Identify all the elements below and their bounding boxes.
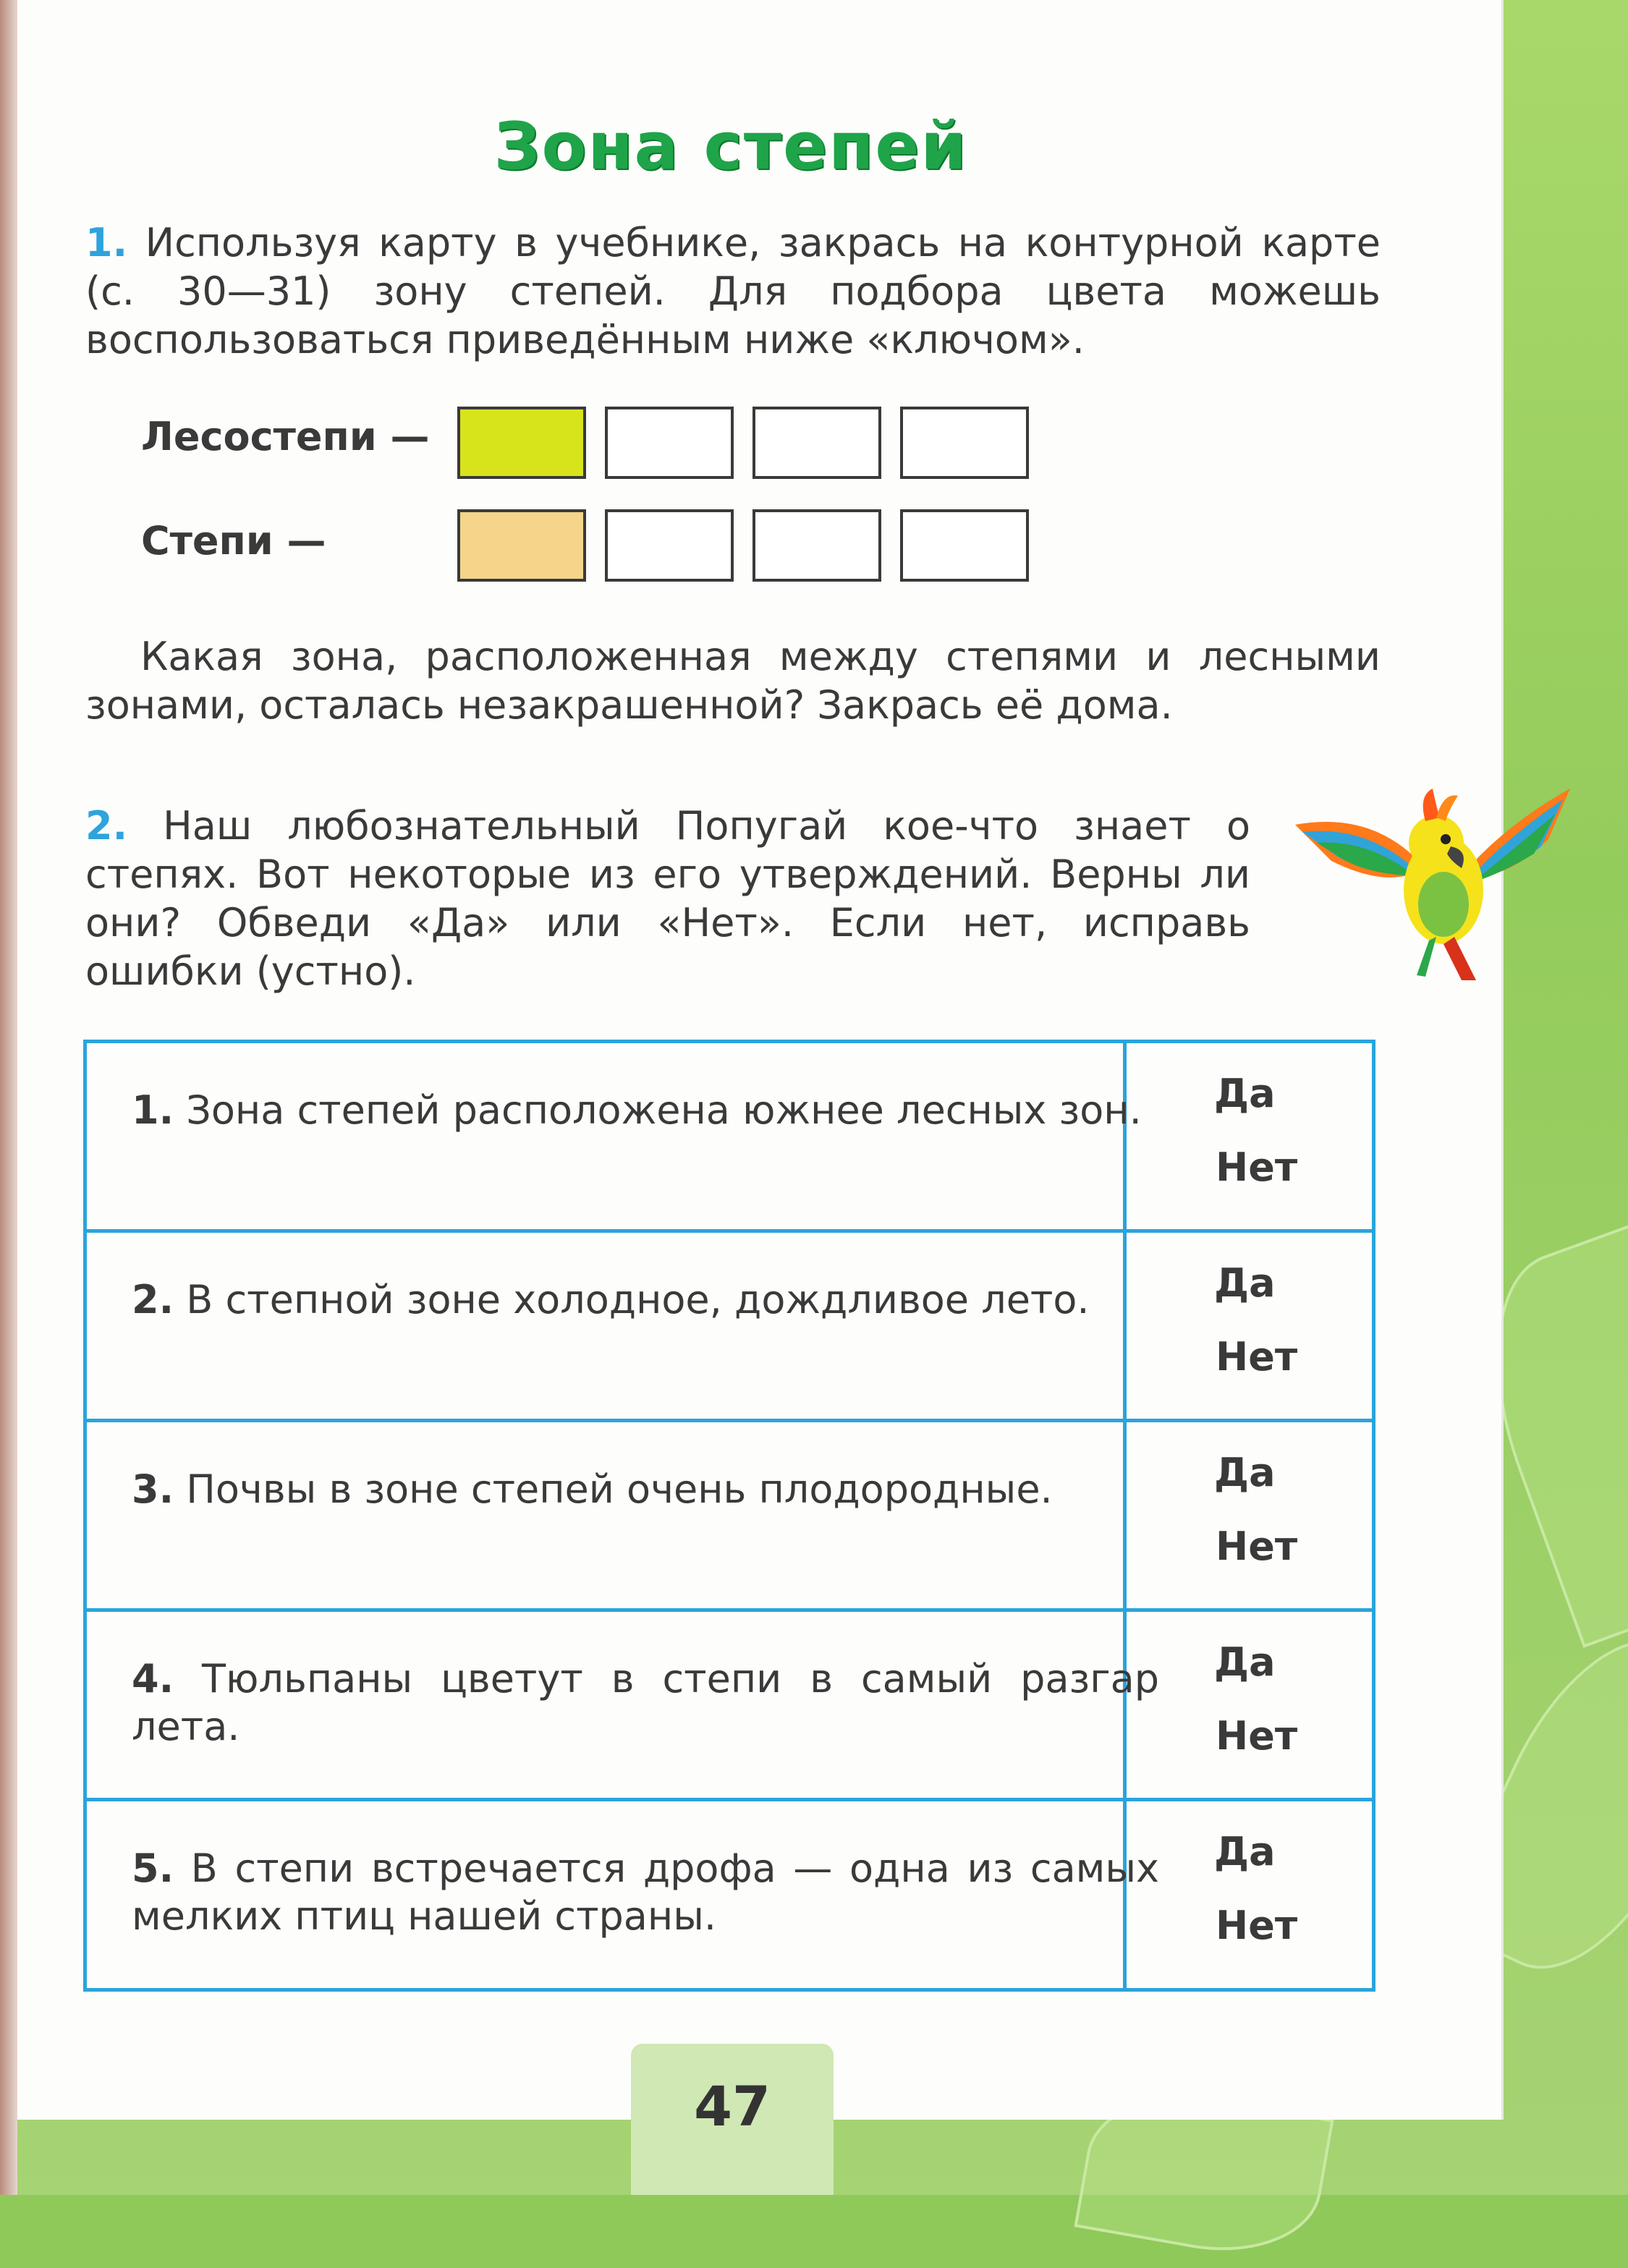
statements-table: [83, 1040, 1375, 1992]
statement-number: 5.: [132, 1846, 174, 1891]
answer-yes[interactable]: Да: [1214, 1829, 1276, 1874]
color-key-cell[interactable]: [900, 407, 1029, 479]
task2-instruction: [85, 802, 1250, 995]
color-key-swatch-forest-steppe: [457, 407, 586, 479]
answer-no[interactable]: Нет: [1216, 1713, 1298, 1759]
answer-no[interactable]: Нет: [1216, 1334, 1298, 1380]
answer-no[interactable]: Нет: [1216, 1903, 1298, 1948]
task2-number: 2.: [85, 803, 128, 849]
statement-number: 1.: [132, 1087, 174, 1133]
statement-number: 2.: [132, 1277, 174, 1322]
color-key-cell[interactable]: [605, 407, 734, 479]
answer-no[interactable]: Нет: [1216, 1524, 1298, 1569]
task2-text: Наш любознательный Попугай кое-что знает о степях. Вот некоторые из его утверждений. Верны ли они? Обведи «Да» или «Нет». Если нет, исправь ошибки (устно).: [85, 803, 1250, 994]
color-key-cell[interactable]: [752, 509, 881, 582]
key-label-steppe: Степи —: [141, 518, 326, 564]
answer-no[interactable]: Нет: [1216, 1144, 1298, 1190]
page-title: Зона степей: [493, 109, 968, 184]
statement-body: Почвы в зоне степей очень плодородные.: [186, 1466, 1053, 1512]
task1-question: Какая зона, расположенная между степями и лесными зонами, осталась незакрашенной? Закрась её дома.: [85, 634, 1381, 728]
statement-text: [132, 1845, 1159, 1940]
color-key-cell[interactable]: [752, 407, 881, 479]
page-edge: [0, 0, 17, 2195]
task1-text: Используя карту в учебнике, закрась на контурной карте (с. 30—31) зону степей. Для подбора цвета можешь воспользоваться приведённым ниже «ключом».: [85, 220, 1381, 362]
statement-text: [132, 1276, 1159, 1324]
answer-yes[interactable]: Да: [1214, 1071, 1276, 1116]
page-number: 47: [694, 2074, 771, 2139]
task1-number: 1.: [85, 220, 128, 266]
page-number-tab: [631, 2044, 834, 2195]
statement-text: [132, 1466, 1159, 1513]
color-key-cell[interactable]: [900, 509, 1029, 582]
statement-number: 3.: [132, 1466, 174, 1512]
statement-text: [132, 1087, 1159, 1134]
answer-yes[interactable]: Да: [1214, 1639, 1276, 1685]
statement-number: 4.: [132, 1656, 174, 1702]
statement-body: Тюльпаны цветут в степи в самый разгар лета.: [132, 1656, 1159, 1749]
table-row: [87, 1233, 1372, 1422]
table-row: [87, 1801, 1372, 1988]
statement-body: В степной зоне холодное, дождливое лето.: [186, 1277, 1090, 1322]
statement-text: [132, 1655, 1159, 1751]
answer-yes[interactable]: Да: [1214, 1260, 1276, 1306]
table-row: [87, 1422, 1372, 1612]
color-key-cell[interactable]: [605, 509, 734, 582]
statement-body: Зона степей расположена южнее лесных зон.: [186, 1087, 1142, 1133]
key-label-forest-steppe: Лесостепи —: [141, 414, 430, 459]
answer-yes[interactable]: Да: [1214, 1450, 1276, 1495]
statement-body: В степи встречается дрофа — одна из самых мелких птиц нашей страны.: [132, 1846, 1160, 1939]
parrot-illustration: [1288, 781, 1577, 984]
table-row: [87, 1043, 1372, 1233]
color-key-swatch-steppe: [457, 509, 586, 582]
task1-instruction: [85, 218, 1381, 364]
table-row: [87, 1612, 1372, 1801]
